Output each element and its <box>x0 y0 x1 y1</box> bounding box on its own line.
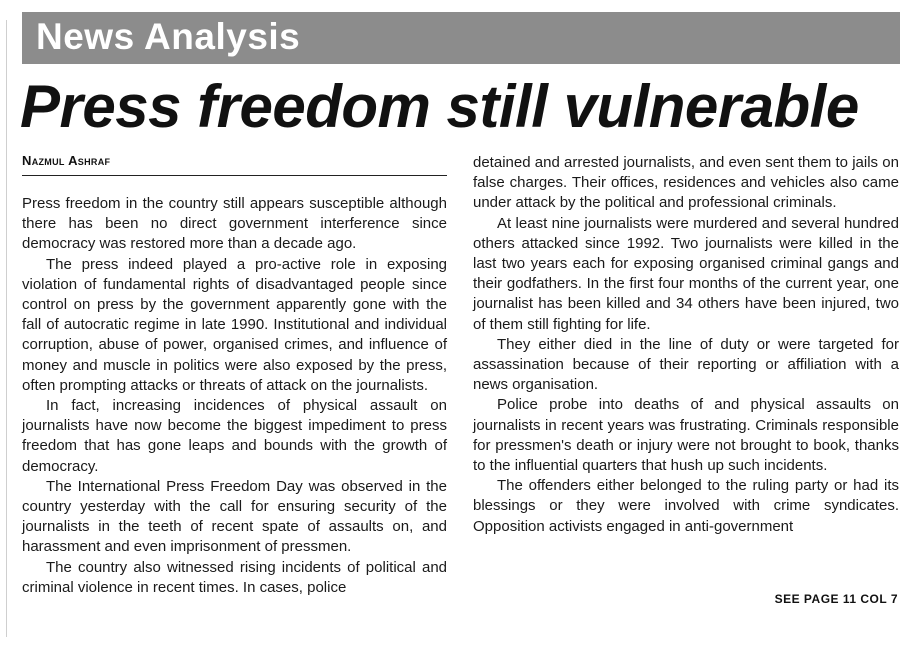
page-edge-rule <box>6 20 7 637</box>
paragraph: In fact, increasing incidences of physical assault on journalists have now become the biggest impediment to press freedom that has gone leaps and bounds with the growth of democracy. <box>22 397 447 475</box>
paragraph: At least nine journalists were murdered and several hundred others attacked since 1992. Two journalists were killed in the last two years each for exposing organised criminal gangs and their godfathers. In the first four months of the current year, one journalist has been killed and 34 others have been injured, two of them still fighting for life. <box>473 214 899 333</box>
section-kicker-bar <box>22 12 900 64</box>
continuation-jump-line: SEE PAGE 11 COL 7 <box>774 592 898 606</box>
paragraph: The International Press Freedom Day was observed in the country yesterday with the call for ensuring security of the journalists in the teeth of recent spate of assaults on, and harassment and even imprisonment of pressmen. <box>22 477 447 556</box>
article-headline: Press freedom still vulnerable <box>20 73 859 140</box>
paragraph: Press freedom in the country still appears susceptible although there has been no direct government interference since democracy was restored more than a decade ago. <box>22 195 447 253</box>
paragraph: The press indeed played a pro-active role in exposing violation of fundamental rights of disadvantaged people since control on press by the government apparently gone with the fall of autocratic regime in late 1990. Institutional and individual corruption, abuse of power, organised crimes, and influence of money and muscle in politics were also exposed by the press, often prompting attacks or threats of attack on the journalists. <box>22 255 447 394</box>
article-column-right <box>473 153 899 537</box>
section-kicker: News Analysis <box>36 16 301 57</box>
paragraph: The offenders either belonged to the ruling party or had its blessings or they were involved with crime syndicates. Opposition activists engaged in anti-government <box>473 477 899 535</box>
paragraph: Police probe into deaths of and physical assaults on journalists in recent years was frustrating. Criminals responsible for pressmen's death or injury were not brought to book, thanks to the influential quarters that hush up such incidents. <box>473 396 899 475</box>
byline: Nazmul Ashraf <box>22 153 111 168</box>
article-column-left <box>22 194 447 598</box>
paragraph: The country also witnessed rising incidents of political and criminal violence in recent times. In cases, police <box>22 558 447 596</box>
paragraph: They either died in the line of duty or were targeted for assassination because of their reporting or affiliation with a news organisation. <box>473 335 899 394</box>
paragraph: detained and arrested journalists, and even sent them to jails on false charges. Their offices, residences and vehicles also came under attack by the political and professional criminals. <box>473 154 899 212</box>
byline-rule <box>22 175 447 176</box>
